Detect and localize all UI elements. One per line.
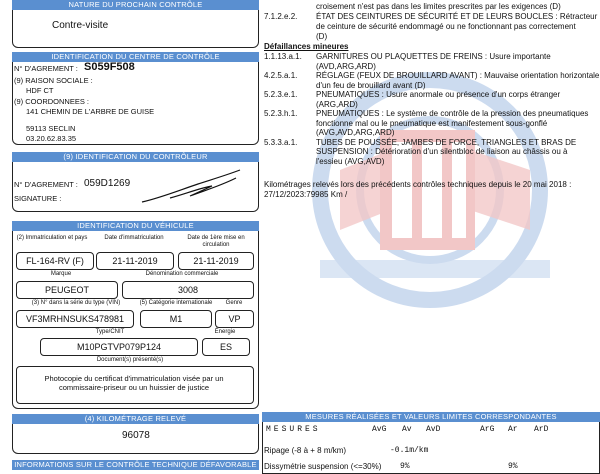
centre-agrement-label: N° D'AGREMENT : <box>14 64 78 73</box>
energie-value: ES <box>202 338 250 356</box>
signature-scribble <box>140 168 250 208</box>
top-line-1: 7.1.2.e.2. ÉTAT DES CEINTURES DE SÉCURITÉ ET DE LEURS BOUCLES : Rétracteur <box>264 12 598 21</box>
centre-raison-label: (9) RAISON SOCIALE : <box>14 76 93 85</box>
controller-agrement-value: 059D1269 <box>84 178 131 189</box>
defaillances-title: Défaillances mineures <box>264 42 349 51</box>
top-line-0: croisement n'est pas dans les limites prescrites par les exigences (D) <box>316 2 561 11</box>
defaillance-item <box>264 138 600 167</box>
km-note-1: Kilométrages relevés lors des précédents contrôles techniques depuis le 20 mai 2018 : <box>264 180 572 189</box>
genre-label: Genre <box>225 300 243 306</box>
top-line-2: de ceinture de sécurité endommagé ou ne fonctionnant pas correctement <box>316 22 576 31</box>
signature-label: SIGNATURE : <box>14 194 62 203</box>
controller-header: (9) IDENTIFICATION DU CONTRÔLEUR <box>12 152 259 162</box>
vin-label: (3) N° dans la série du type (VIN) <box>31 300 121 306</box>
defaillance-item <box>264 52 600 71</box>
defaillance-code: 5.2.3.h.1. <box>264 109 298 118</box>
km-note-2: 27/12/2023:79985 Km / <box>264 190 348 199</box>
dissymetrie-value-ar: 9% <box>508 462 518 471</box>
next-control-header: NATURE DU PROCHAIN CONTRÔLE <box>12 0 259 10</box>
col-arg: ArG <box>480 425 495 434</box>
categorie-value: M1 <box>140 310 212 328</box>
docs-label: Document(s) présenté(s) <box>96 357 164 363</box>
defaillance-text-line: SUSPENSION : Détérioration d'un silentbloc de liaison au châssis ou à <box>316 147 568 156</box>
defaillance-code: 5.2.3.e.1. <box>264 90 298 99</box>
date-mec-value: 21-11-2019 <box>178 252 254 270</box>
mesures-col-title: MESURES <box>266 425 321 434</box>
centre-agrement-value: S059F508 <box>84 61 135 73</box>
mesures-header: MESURES RÉALISÉES ET VALEURS LIMITES CORRESPONDANTES <box>262 412 600 422</box>
defaillance-text-line: l'essieu (AVG,AVD) <box>316 156 385 166</box>
energie-label: Énergie <box>214 329 236 335</box>
immat-value: FL-164-RV (F) <box>16 252 94 270</box>
defaillance-text-line: PNEUMATIQUES : Le système de contrôle de la pression des pneumatiques <box>316 109 589 118</box>
centre-city: 59113 SECLIN <box>26 124 76 133</box>
dissymetrie-label: Dissymétrie suspension (<=30%) <box>264 462 382 471</box>
defaillance-text-line: d'un feu de brouillard avant (D) <box>316 80 426 90</box>
immat-label: (2) Immatriculation et pays <box>16 235 88 241</box>
col-av: Av <box>402 425 412 434</box>
ripage-label: Ripage (-8 à + 8 m/km) <box>264 446 347 455</box>
marque-value: PEUGEOT <box>16 281 118 299</box>
defavorable-header: INFORMATIONS SUR LE CONTRÔLE TECHNIQUE DÉFAVORABLE <box>12 460 259 470</box>
defaillance-item <box>264 90 600 109</box>
km-value: 96078 <box>122 430 150 441</box>
centre-coord-label: (9) COORDONNEES : <box>14 97 90 106</box>
denom-label: Dénomination commerciale <box>145 271 219 277</box>
vin-value: VF3MRHNSUKS478981 <box>16 310 134 328</box>
dissymetrie-value-av: 9% <box>400 462 410 471</box>
categorie-label: (5) Catégorie internationale <box>139 300 213 306</box>
defaillance-text-line: TUBES DE POUSSÉE, JAMBES DE FORCE, TRIANGLES ET BRAS DE <box>316 137 577 147</box>
col-ar: Ar <box>508 425 518 434</box>
km-header: (4) KILOMÉTRAGE RELEVÉ <box>12 414 259 424</box>
vehicle-header: IDENTIFICATION DU VÉHICULE <box>12 221 259 231</box>
centre-phone: 03.20.62.83.35 <box>26 134 77 143</box>
date-immat-value: 21-11-2019 <box>96 252 174 270</box>
date-mec-label: Date de 1ère mise en circulation <box>187 235 245 248</box>
marque-label: Marque <box>50 271 72 277</box>
type-value: M10PGTVP079P124 <box>40 338 198 356</box>
controller-agrement-label: N° D'AGREMENT : <box>14 180 78 189</box>
denom-value: 3008 <box>122 281 254 299</box>
centre-header: IDENTIFICATION DU CENTRE DE CONTRÔLE <box>12 52 259 62</box>
col-avg: AvG <box>372 425 387 434</box>
defaillance-text-line: RÉGLAGE (FEUX DE BROUILLARD AVANT) : Mauvaise orientation horizontale <box>316 71 600 80</box>
defaillance-text-line: (AVG,AVD,ARG,ARD) <box>316 128 395 137</box>
defaillance-item <box>264 109 600 138</box>
docs-text: Photocopie du certificat d'immatriculation visée par un commissaire-priseur ou un huissier de justice <box>44 374 224 392</box>
defaillance-text-line: (ARG,ARD) <box>316 99 358 109</box>
date-immat-label: Date d'immatriculation <box>104 235 164 241</box>
col-ard: ArD <box>534 425 549 434</box>
defaillance-text-line: GARNITURES OU PLAQUETTES DE FREINS : Usure importante <box>316 52 551 61</box>
col-avd: AvD <box>426 425 441 434</box>
ripage-value: -0.1m/km <box>390 446 429 455</box>
centre-raison-value: HDF CT <box>26 86 54 95</box>
defaillance-text-line: (AVD,ARG,ARD) <box>316 61 376 71</box>
defaillance-code: 4.2.5.a.1. <box>264 71 298 80</box>
next-control-value: Contre-visite <box>52 20 109 31</box>
genre-value: VP <box>215 310 254 328</box>
top-line-3: (D) <box>316 32 328 41</box>
type-label: Type/CNIT <box>95 329 125 335</box>
defaillance-item <box>264 71 600 90</box>
defaillance-code: 5.3.3.a.1. <box>264 137 298 147</box>
centre-address: 141 CHEMIN DE L'ARBRE DE GUISE <box>26 107 155 116</box>
defaillance-text-line: PNEUMATIQUES : Usure anormale ou présence d'un corps étranger <box>316 90 561 99</box>
defaillance-code: 1.1.13.a.1. <box>264 52 302 61</box>
defaillance-text-line: fonctionne mal ou le pneumatique est manifestement sous-gonflé <box>316 118 548 128</box>
